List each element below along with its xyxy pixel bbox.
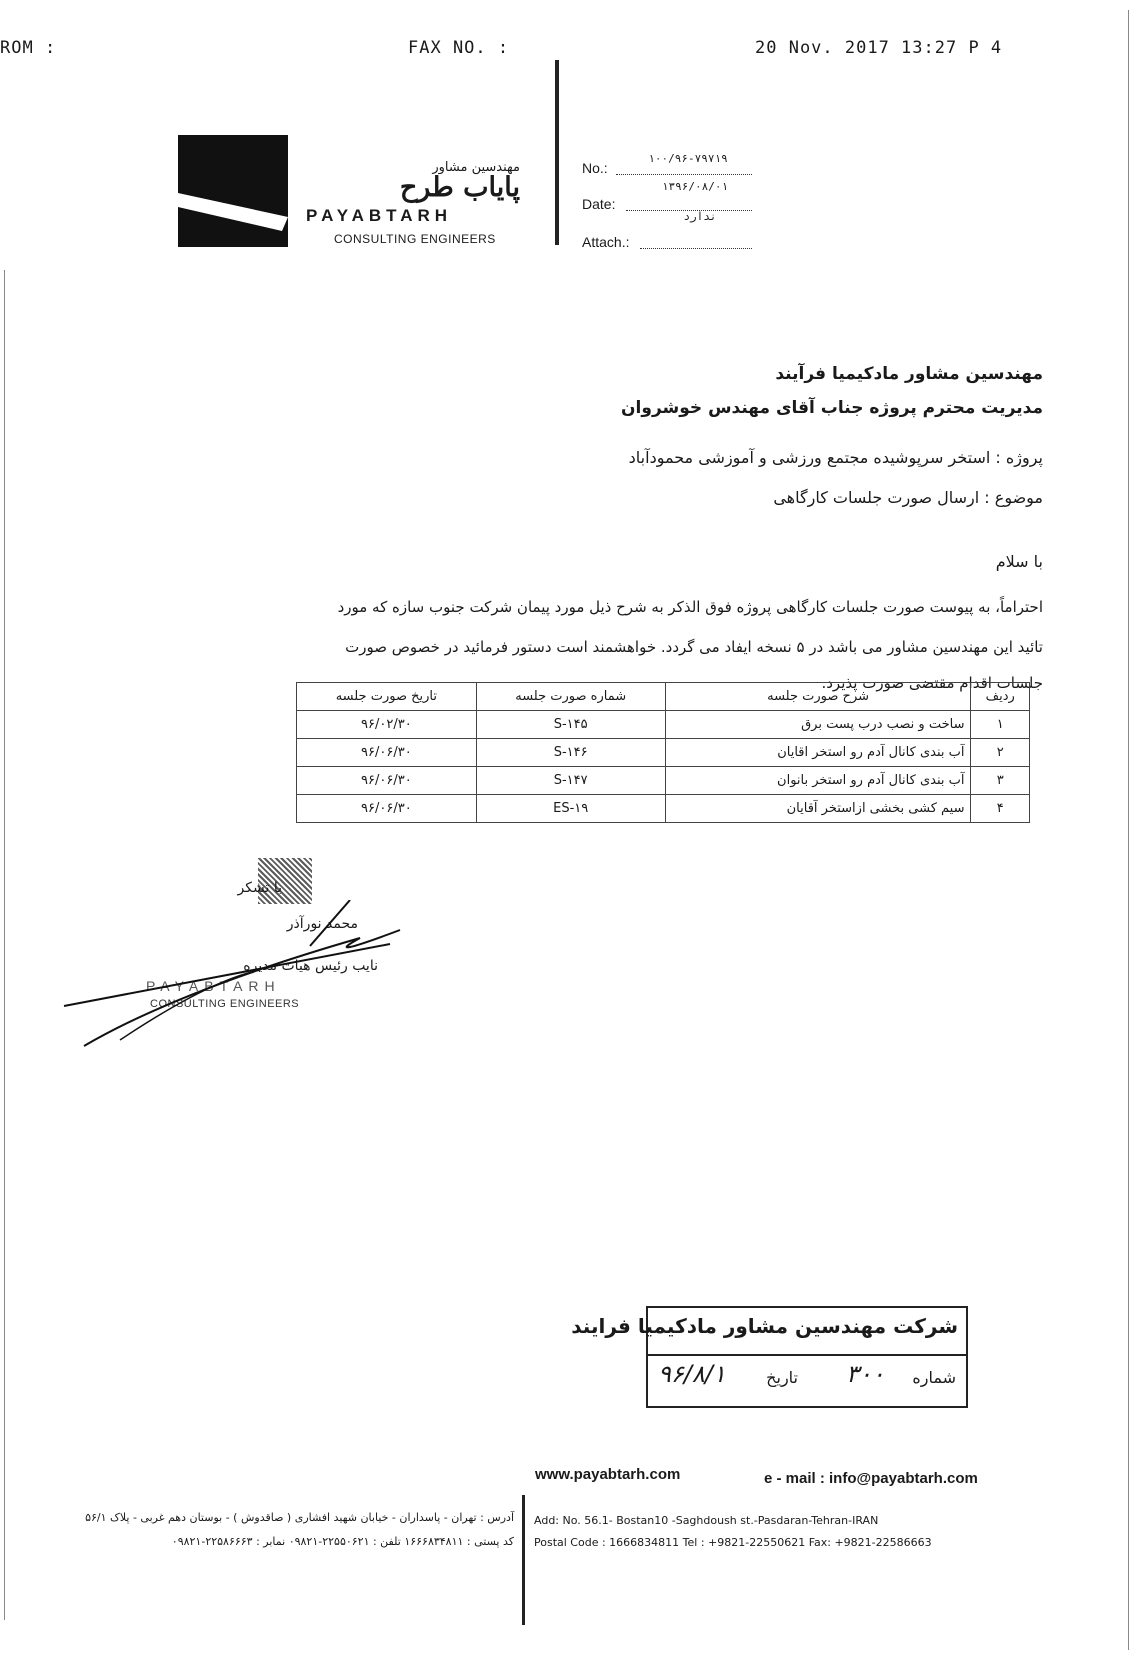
right-edge-line xyxy=(1128,10,1129,1650)
received-stamp-date-label: تاریخ xyxy=(766,1368,798,1387)
signature-scribble-icon xyxy=(60,900,420,1050)
cell-description: آب بندی کانال آدم رو استخر بانوان xyxy=(665,767,971,795)
subject-line: موضوع : ارسال صورت جلسات کارگاهی xyxy=(773,488,1043,507)
ref-date-label: Date: xyxy=(582,196,616,212)
cell-description: ساخت و نصب درب پست برق xyxy=(665,711,971,739)
signature-thanks: با تشکر xyxy=(237,880,282,896)
ref-date-value: ۱۳۹۶/۰۸/۰۱ xyxy=(661,180,729,193)
cell-description: آب بندی کانال آدم رو استخر اقایان xyxy=(665,739,971,767)
footer-address-fa: آدرس : تهران - پاسداران - خیابان شهید افشاری ( صاقدوش ) - بوستان دهم غربی - پلاک ۵۶/۱ xyxy=(85,1511,514,1524)
cell-row-number: ۴ xyxy=(971,795,1030,823)
cell-session-number: ES-۱۹ xyxy=(476,795,665,823)
signature-name: محمد نورآذر xyxy=(286,916,358,932)
body-paragraph-line1: احتراماً، به پیوست صورت جلسات کارگاهی پروژه فوق الذکر به شرح ذیل مورد پیمان شرکت جنوب سازه که مورد xyxy=(337,598,1043,616)
logo-fa-name: پایاب طرح xyxy=(399,172,520,203)
table-row xyxy=(297,711,1030,739)
received-stamp-company: شرکت مهندسین مشاور مادکیمیا فرایند xyxy=(571,1314,958,1338)
received-stamp xyxy=(571,1306,968,1408)
fax-datetime: 20 Nov. 2017 13:27 P 4 xyxy=(755,38,1003,58)
received-stamp-divider xyxy=(648,1354,966,1356)
greeting: با سلام xyxy=(995,552,1043,571)
footer-postal-en: Postal Code : 1666834811 Tel : +9821-22550621 Fax: +9821-22586663 xyxy=(534,1536,932,1549)
ref-no-value: ۱۰۰/۹۶-۷۹۷۱۹ xyxy=(648,152,728,165)
footer-address-en: Add: No. 56.1- Bostan10 -Saghdoush st.-Pasdaran-Tehran-IRAN xyxy=(534,1514,879,1527)
logo-en-name: PAYABTARH xyxy=(306,206,453,225)
header-divider xyxy=(555,60,559,245)
signature-title: نایب رئیس هیات مدیره xyxy=(243,958,378,974)
signature-stamp-sub: CONSULTING ENGINEERS xyxy=(150,998,300,1010)
table-row xyxy=(297,795,1030,823)
logo-mark-icon xyxy=(178,135,288,247)
header-session-date: تاریخ صورت جلسه xyxy=(297,683,477,711)
project-line: پروژه : استخر سرپوشیده مجتمع ورزشی و آموزشی محمودآباد xyxy=(628,448,1043,467)
footer-divider xyxy=(522,1495,525,1625)
ref-date-note: ندارد xyxy=(683,210,717,223)
cell-session-number: S-۱۴۵ xyxy=(476,711,665,739)
cell-session-number: S-۱۴۷ xyxy=(476,767,665,795)
ref-date-line xyxy=(626,196,752,211)
left-edge-line xyxy=(4,270,5,1620)
recipient-company: مهندسین مشاور مادکیمیا فرآیند xyxy=(775,364,1043,384)
fax-from: ROM : xyxy=(0,38,57,58)
footer-postal-fa: کد پستی : ۱۶۶۶۸۳۴۸۱۱ تلفن : ۲۲۵۵۰۶۲۱-۰۹۸۲۱ نمابر : ۲۲۵۸۶۶۶۳-۰۹۸۲۱ xyxy=(171,1535,514,1548)
footer-website: www.payabtarh.com xyxy=(535,1466,681,1483)
body-paragraph-line2: تائید این مهندسین مشاور می باشد در ۵ نسخه ایفاد می گردد. خواهشمند است دستور فرمائید در خصوص صورت xyxy=(345,638,1043,656)
cell-session-date: ۹۶/۰۶/۳۰ xyxy=(297,767,477,795)
logo-en-subtitle: CONSULTING ENGINEERS xyxy=(334,232,496,246)
cell-row-number: ۲ xyxy=(971,739,1030,767)
cell-row-number: ۱ xyxy=(971,711,1030,739)
body-paragraph-line3: جلسات اقدام مقتضی صورت پذیرد. xyxy=(821,674,1043,692)
cell-description: سیم کشی بخشی ازاستخر آقایان xyxy=(665,795,971,823)
table-header-row xyxy=(297,683,1030,711)
header-session-number: شماره صورت جلسه xyxy=(476,683,665,711)
cell-row-number: ۳ xyxy=(971,767,1030,795)
cell-session-date: ۹۶/۰۶/۳۰ xyxy=(297,795,477,823)
ref-no-label: No.: xyxy=(582,160,608,176)
received-stamp-number-label: شماره xyxy=(912,1368,956,1387)
header-row-number: ردیف xyxy=(971,683,1030,711)
footer-email: e - mail : info@payabtarh.com xyxy=(764,1470,978,1487)
ref-attach-label: Attach.: xyxy=(582,234,630,250)
fax-number: FAX NO. : xyxy=(408,38,510,58)
table-row xyxy=(297,767,1030,795)
cell-session-date: ۹۶/۰۲/۳۰ xyxy=(297,711,477,739)
sessions-table xyxy=(296,682,1030,823)
signature-stamp-en: PAYABTARH xyxy=(146,978,281,994)
received-stamp-date-value: ۹۶/۸/۱ xyxy=(658,1360,726,1388)
cell-session-number: S-۱۴۶ xyxy=(476,739,665,767)
header-description: شرح صورت جلسه xyxy=(665,683,971,711)
table-row xyxy=(297,739,1030,767)
recipient-manager: مدیریت محترم پروژه جناب آقای مهندس خوشروان xyxy=(621,398,1043,418)
ref-attach-line xyxy=(640,234,752,249)
cell-session-date: ۹۶/۰۶/۳۰ xyxy=(297,739,477,767)
received-stamp-number-value: ۳۰۰ xyxy=(846,1360,885,1388)
logo-fa-subtitle: مهندسین مشاور xyxy=(432,160,520,175)
